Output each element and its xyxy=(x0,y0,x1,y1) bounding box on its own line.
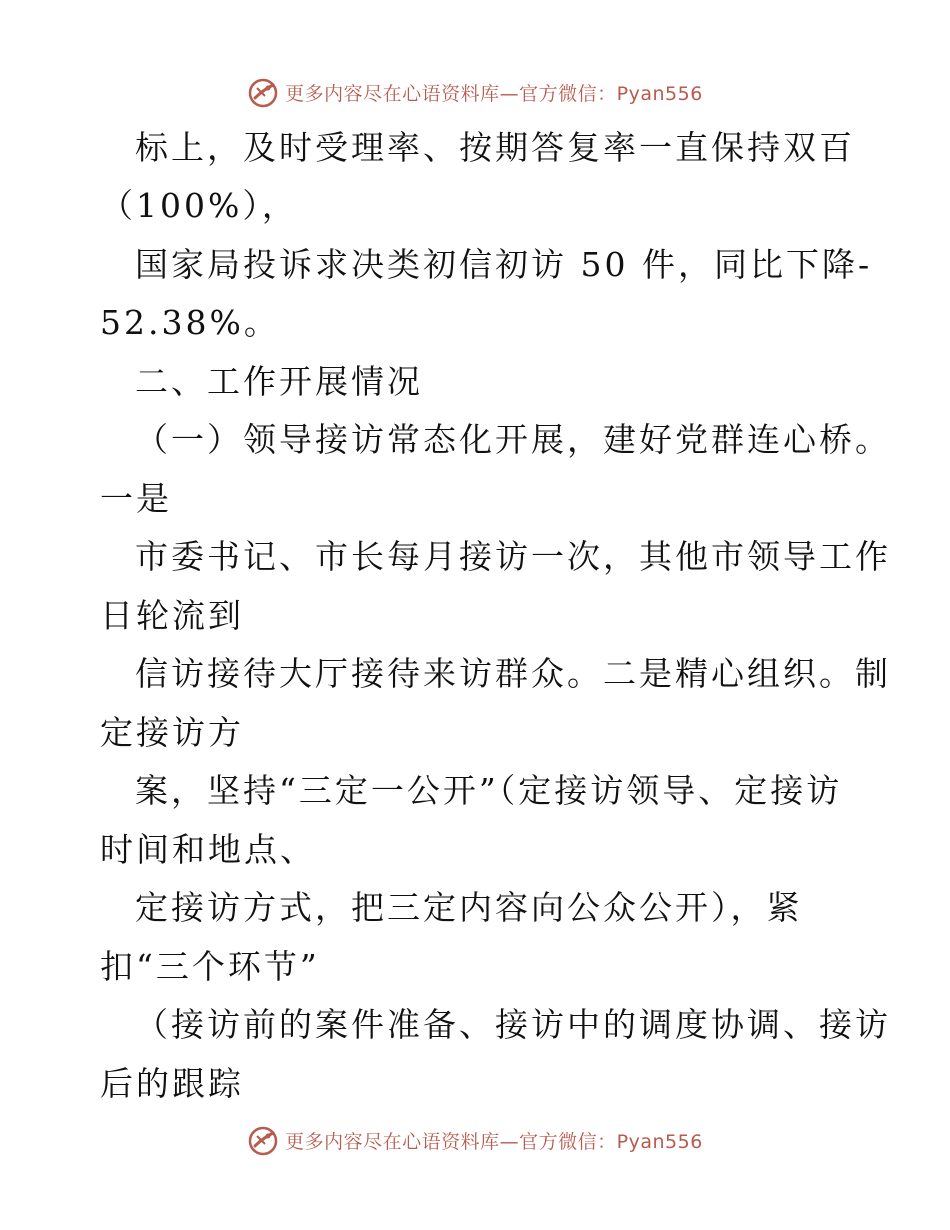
watermark-text: 更多内容尽在心语资料库—官方微信：Pyan556 xyxy=(285,82,703,105)
text-line: 52.38%。 xyxy=(100,303,280,342)
header-watermark xyxy=(0,72,950,112)
text-line: 标上，及时受理率、按期答复率一直保持双百 xyxy=(135,128,855,167)
text-line: 国家局投诉求决类初信初访 50 件，同比下降- xyxy=(135,245,873,284)
text-line: （100%）， xyxy=(100,186,298,225)
book-pen-seal-icon xyxy=(247,76,279,108)
section-heading: 二、工作开展情况 xyxy=(135,362,423,401)
text-line: 信访接待大厅接待来访群众。二是精心组织。制 xyxy=(135,654,891,693)
text-line: 日轮流到 xyxy=(100,596,244,635)
watermark-text: 更多内容尽在心语资料库—官方微信：Pyan556 xyxy=(285,1130,703,1153)
text-line: 市委书记、市长每月接访一次，其他市领导工作 xyxy=(135,537,891,576)
text-line: （接访前的案件准备、接访中的调度协调、接访 xyxy=(135,1005,891,1044)
footer-watermark xyxy=(0,1120,950,1160)
text-line: 定接访方 xyxy=(100,713,244,752)
text-line: 一是 xyxy=(100,479,172,518)
text-line: 扣“三个环节” xyxy=(100,947,320,986)
text-line: 定接访方式，把三定内容向公众公开），紧 xyxy=(135,888,803,927)
text-line: 后的跟踪 xyxy=(100,1064,244,1103)
text-line: （一）领导接访常态化开展，建好党群连心桥。 xyxy=(135,420,891,459)
text-line: 时间和地点、 xyxy=(100,830,316,869)
book-pen-seal-icon xyxy=(247,1124,279,1156)
text-line: 案，坚持“三定一公开”（定接访领导、定接访 xyxy=(135,771,843,810)
